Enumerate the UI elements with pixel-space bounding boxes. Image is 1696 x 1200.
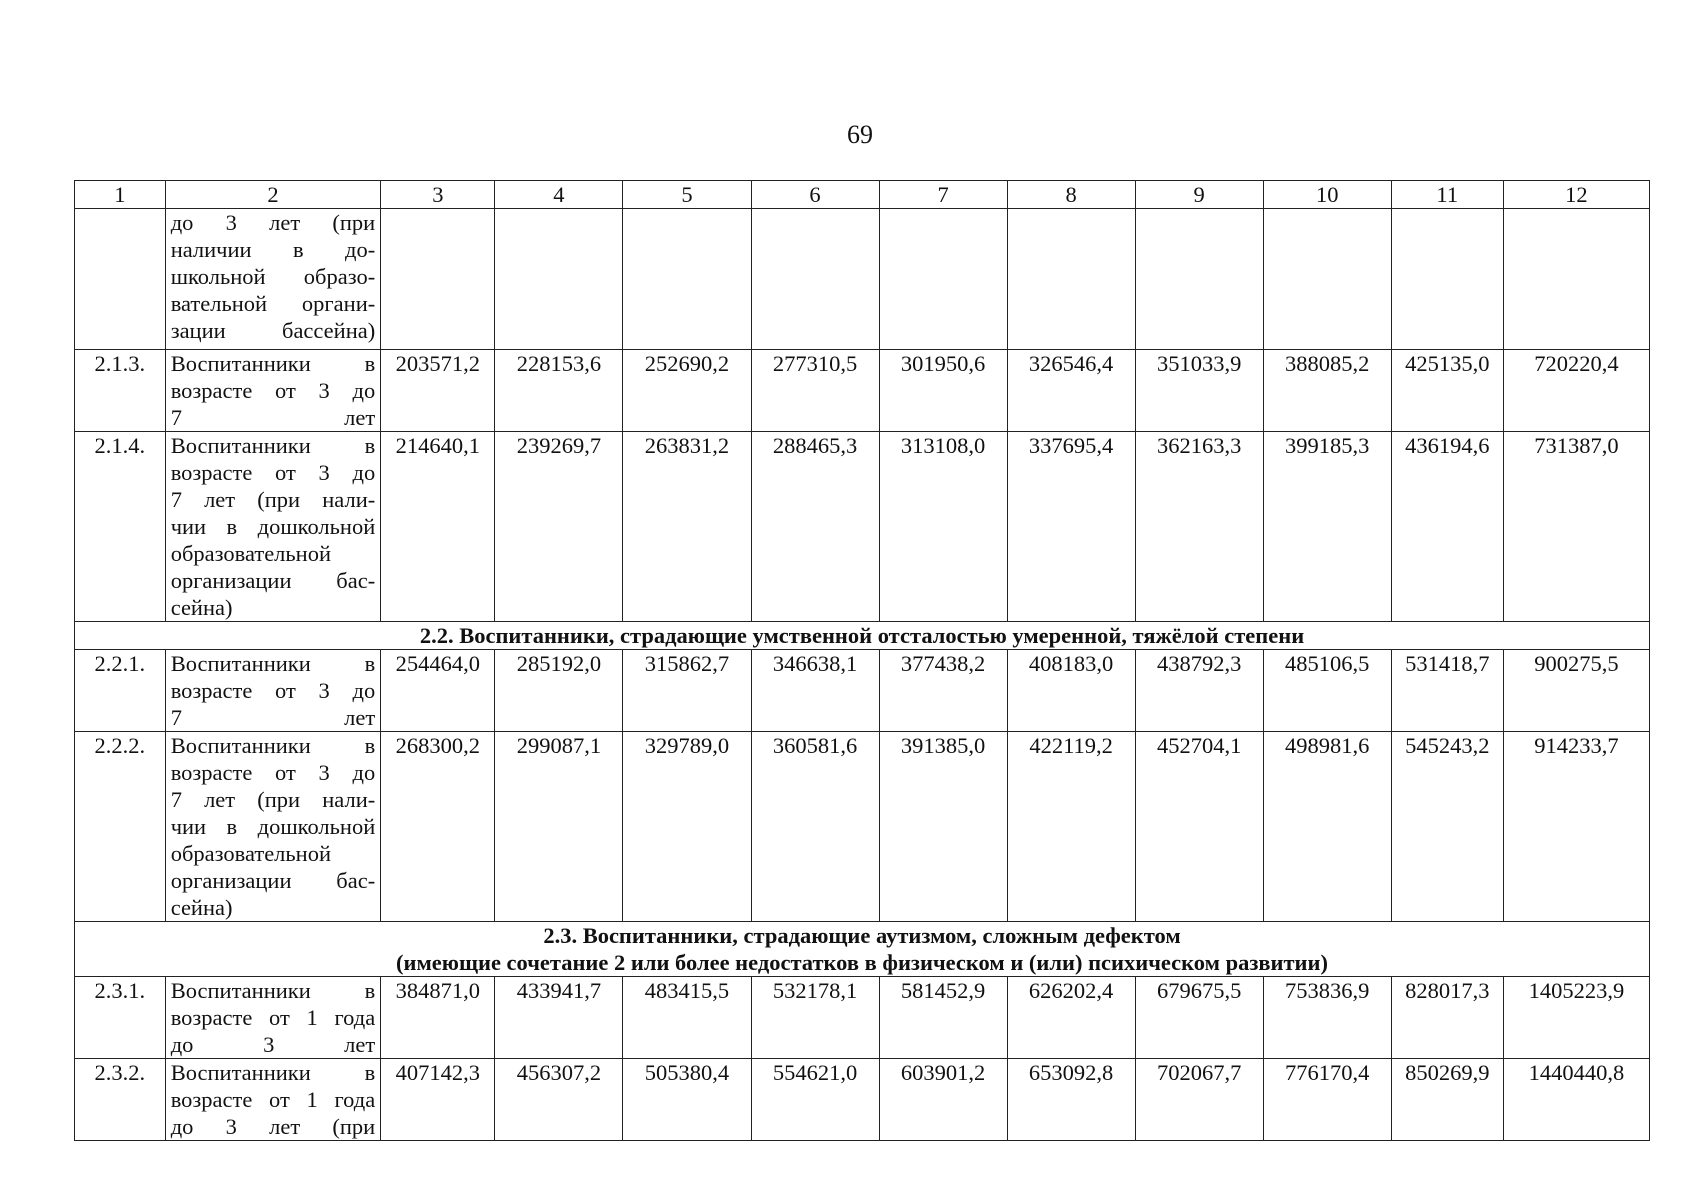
value-cell: 299087,1 [495, 732, 623, 922]
table-header-row [75, 181, 1650, 209]
table-row [75, 650, 1650, 732]
value-cell: 351033,9 [1135, 350, 1263, 432]
value-cell: 407142,3 [381, 1059, 495, 1141]
row-number: 2.3.1. [75, 977, 166, 1059]
value-cell: 346638,1 [751, 650, 879, 732]
value-cell: 315862,7 [623, 650, 751, 732]
section-heading-row [75, 922, 1650, 977]
value-cell: 653092,8 [1007, 1059, 1135, 1141]
section-heading [75, 922, 1650, 977]
row-description: до 3 лет (при наличии в до- школьной образо- вательной органи- зации бассейна) [165, 209, 381, 350]
column-header: 8 [1007, 181, 1135, 209]
column-header: 6 [751, 181, 879, 209]
row-description: Воспитанники в возрасте от 3 до 7 лет (при нали- чии в дошкольной образовательной организации бас- сейна) [165, 732, 381, 922]
value-cell: 313108,0 [879, 432, 1007, 622]
value-cell: 391385,0 [879, 732, 1007, 922]
value-cell: 252690,2 [623, 350, 751, 432]
page-number: 69 [847, 120, 873, 149]
section-heading-row [75, 622, 1650, 650]
column-header: 9 [1135, 181, 1263, 209]
section-heading [75, 622, 1650, 650]
value-cell: 1405223,9 [1503, 977, 1649, 1059]
table-row [75, 432, 1650, 622]
column-header: 7 [879, 181, 1007, 209]
value-cell: 388085,2 [1263, 350, 1391, 432]
value-cell: 900275,5 [1503, 650, 1649, 732]
value-cell: 268300,2 [381, 732, 495, 922]
column-header: 4 [495, 181, 623, 209]
section-heading-line: (имеющие сочетание 2 или более недостатков в физическом и (или) психическом развитии) [396, 950, 1328, 975]
value-cell: 731387,0 [1503, 432, 1649, 622]
column-header: 12 [1503, 181, 1649, 209]
section-heading-line: 2.2. Воспитанники, страдающие умственной отсталостью умеренной, тяжёлой степени [419, 623, 1305, 648]
value-cell: 554621,0 [751, 1059, 879, 1141]
row-description: Воспитанники в возрасте от 1 года до 3 лет (при [165, 1059, 381, 1141]
value-cell: 277310,5 [751, 350, 879, 432]
value-cell: 214640,1 [381, 432, 495, 622]
value-cell: 326546,4 [1007, 350, 1135, 432]
value-cell: 850269,9 [1391, 1059, 1503, 1141]
row-number: 2.1.4. [75, 432, 166, 622]
value-cell: 408183,0 [1007, 650, 1135, 732]
column-header: 5 [623, 181, 751, 209]
value-cell: 436194,6 [1391, 432, 1503, 622]
value-cell: 531418,7 [1391, 650, 1503, 732]
column-header: 10 [1263, 181, 1391, 209]
table-row [75, 209, 1650, 350]
value-cell: 581452,9 [879, 977, 1007, 1059]
value-cell: 377438,2 [879, 650, 1007, 732]
value-cell: 603901,2 [879, 1059, 1007, 1141]
value-cell [1135, 209, 1263, 350]
value-cell: 485106,5 [1263, 650, 1391, 732]
column-header: 2 [165, 181, 381, 209]
section-heading-line: 2.3. Воспитанники, страдающие аутизмом, сложным дефектом [543, 923, 1181, 948]
value-cell: 498981,6 [1263, 732, 1391, 922]
value-cell: 337695,4 [1007, 432, 1135, 622]
value-cell: 384871,0 [381, 977, 495, 1059]
value-cell: 425135,0 [1391, 350, 1503, 432]
value-cell [1263, 209, 1391, 350]
value-cell: 263831,2 [623, 432, 751, 622]
value-cell: 239269,7 [495, 432, 623, 622]
value-cell: 679675,5 [1135, 977, 1263, 1059]
row-number: 2.2.2. [75, 732, 166, 922]
table-row [75, 732, 1650, 922]
value-cell: 753836,9 [1263, 977, 1391, 1059]
value-cell: 422119,2 [1007, 732, 1135, 922]
value-cell: 452704,1 [1135, 732, 1263, 922]
value-cell: 914233,7 [1503, 732, 1649, 922]
value-cell: 329789,0 [623, 732, 751, 922]
value-cell: 433941,7 [495, 977, 623, 1059]
value-cell: 301950,6 [879, 350, 1007, 432]
value-cell [1391, 209, 1503, 350]
value-cell: 545243,2 [1391, 732, 1503, 922]
column-header: 3 [381, 181, 495, 209]
value-cell: 626202,4 [1007, 977, 1135, 1059]
value-cell [623, 209, 751, 350]
row-description: Воспитанники в возрасте от 3 до 7 лет [165, 650, 381, 732]
value-cell: 228153,6 [495, 350, 623, 432]
value-cell: 776170,4 [1263, 1059, 1391, 1141]
value-cell: 828017,3 [1391, 977, 1503, 1059]
table-row [75, 350, 1650, 432]
row-description: Воспитанники в возрасте от 1 года до 3 лет [165, 977, 381, 1059]
value-cell: 203571,2 [381, 350, 495, 432]
tariff-table [74, 180, 1650, 1141]
value-cell: 399185,3 [1263, 432, 1391, 622]
column-header: 1 [75, 181, 166, 209]
value-cell: 254464,0 [381, 650, 495, 732]
value-cell: 1440440,8 [1503, 1059, 1649, 1141]
value-cell: 438792,3 [1135, 650, 1263, 732]
row-number: 2.3.2. [75, 1059, 166, 1141]
value-cell [1503, 209, 1649, 350]
value-cell: 483415,5 [623, 977, 751, 1059]
value-cell [879, 209, 1007, 350]
table-row [75, 977, 1650, 1059]
value-cell: 285192,0 [495, 650, 623, 732]
value-cell: 360581,6 [751, 732, 879, 922]
value-cell: 456307,2 [495, 1059, 623, 1141]
row-number: 2.1.3. [75, 350, 166, 432]
value-cell: 288465,3 [751, 432, 879, 622]
value-cell: 505380,4 [623, 1059, 751, 1141]
value-cell [495, 209, 623, 350]
row-number [75, 209, 166, 350]
value-cell [381, 209, 495, 350]
value-cell: 532178,1 [751, 977, 879, 1059]
value-cell [1007, 209, 1135, 350]
row-description: Воспитанники в возрасте от 3 до 7 лет [165, 350, 381, 432]
value-cell: 362163,3 [1135, 432, 1263, 622]
value-cell: 702067,7 [1135, 1059, 1263, 1141]
table-row [75, 1059, 1650, 1141]
value-cell: 720220,4 [1503, 350, 1649, 432]
value-cell [751, 209, 879, 350]
row-description: Воспитанники в возрасте от 3 до 7 лет (при нали- чии в дошкольной образовательной организации бас- сейна) [165, 432, 381, 622]
row-number: 2.2.1. [75, 650, 166, 732]
column-header: 11 [1391, 181, 1503, 209]
